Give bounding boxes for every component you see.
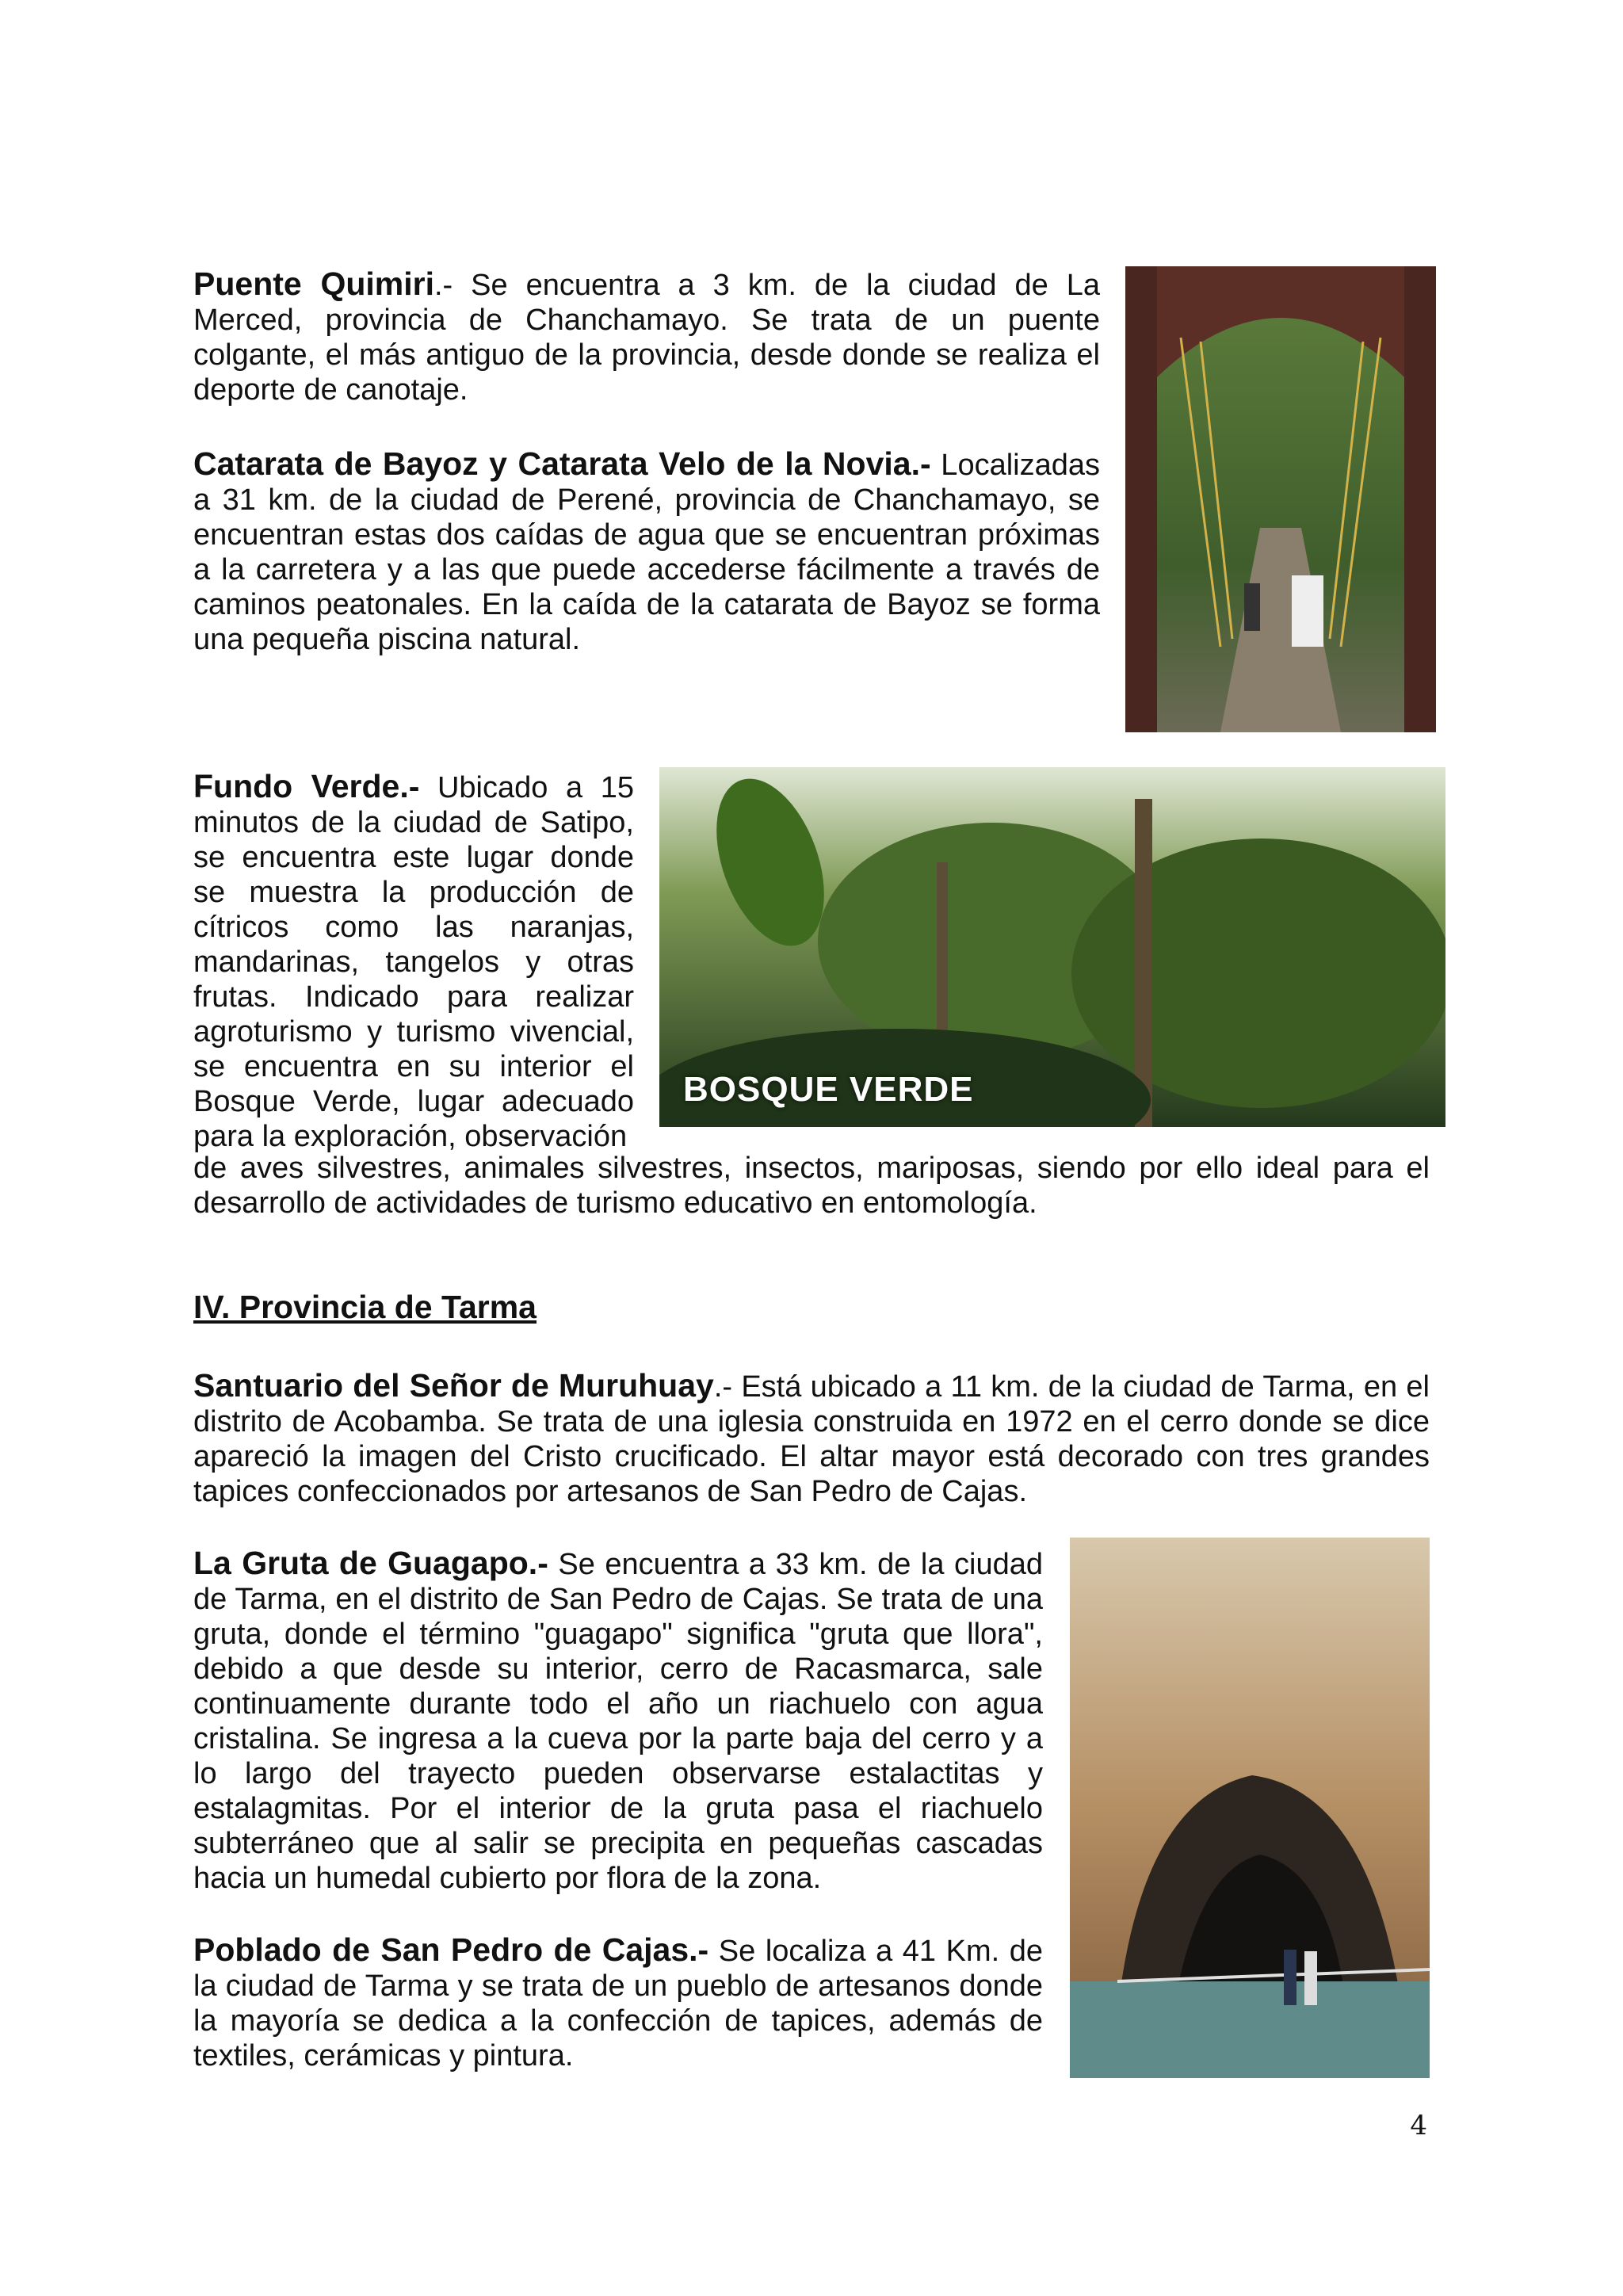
body-catarata-bayoz: Localizadas a 31 km. de la ciudad de Perené, provincia de Chanchamayo, se encuentran estas dos caídas de agua que se encuentran próximas a la carretera y a las que puede accederse fácilmente a través de caminos peatonales. En la caída de la catarata de Bayoz se forma una pequeña piscina natural. bbox=[193, 449, 1100, 656]
body-fundo-verde: Ubicado a 15 minutos de la ciudad de Satipo, se encuentra este lugar donde se muestra la producción de cítricos como las naranjas, mandarinas, tangelos y otras frutas. Indicado para realizar agroturismo y turismo vivencial, se encuentra en su interior el Bosque Verde, lugar adecuado para la exploración, observación bbox=[193, 771, 634, 1153]
body-santuario-muruhuay: .- Está ubicado a 11 km. de la ciudad de Tarma, en el distrito de Acobamba. Se trata de una iglesia construida en 1972 en el cerro donde se dice apareció la imagen del Cristo crucificado. El altar mayor está decorado con tres grandes tapices confeccionados por artesanos de San Pedro de Cajas. bbox=[193, 1370, 1430, 1508]
photo-label: BOSQUE VERDE bbox=[683, 1070, 974, 1109]
paragraph-gruta-guagapo bbox=[193, 1545, 1043, 1896]
body-gruta-guagapo: Se encuentra a 33 km. de la ciudad de Tarma, en el distrito de San Pedro de Cajas. Se trata de una gruta, donde el término "guagapo" significa "gruta que llora", debido a que desde su interior, cerro de Racasmarca, sale continuamente durante todo el año un riachuelo con agua cristalina. Se ingresa a la cueva por la parte baja del cerro y a lo largo del trayecto pueden observarse estalactitas y estalagmitas. Por el interior de la gruta pasa el riachuelo subterráneo que al salir se precipita en pequeñas cascadas hacia un humedal cubierto por flora de la zona. bbox=[193, 1548, 1043, 1895]
heading-catarata-bayoz: Catarata de Bayoz y Catarata Velo de la Novia.- bbox=[193, 445, 931, 482]
body-san-pedro-cajas: Se localiza a 41 Km. de la ciudad de Tarma y se trata de un pueblo de artesanos donde la mayoría se dedica a la confección de tapices, además de textiles, cerámicas y pintura. bbox=[193, 1935, 1043, 2073]
heading-santuario-muruhuay: Santuario del Señor de Muruhuay bbox=[193, 1367, 714, 1404]
paragraph-catarata-bayoz bbox=[193, 446, 1100, 657]
paragraph-fundo-verde bbox=[193, 769, 634, 1154]
paragraph-santuario-muruhuay bbox=[193, 1368, 1430, 1509]
page-number: 4 bbox=[1410, 2110, 1427, 2141]
paragraph-fundo-verde-continued bbox=[193, 1151, 1430, 1221]
photo-gruta-guagapo bbox=[1070, 1538, 1430, 2078]
paragraph-puente-quimiri bbox=[193, 266, 1100, 407]
photo-bosque-verde bbox=[659, 767, 1445, 1127]
body-fundo-verde-continued: de aves silvestres, animales silvestres, insectos, mariposas, siendo por ello ideal para el desarrollo de actividades de turismo educativo en entomología. bbox=[193, 1152, 1430, 1220]
paragraph-san-pedro-cajas bbox=[193, 1932, 1043, 2073]
heading-puente-quimiri: Puente Quimiri bbox=[193, 266, 434, 302]
section-title: IV. Provincia de Tarma bbox=[193, 1289, 537, 1325]
heading-gruta-guagapo: La Gruta de Guagapo.- bbox=[193, 1545, 548, 1581]
body-puente-quimiri: .- Se encuentra a 3 km. de la ciudad de La Merced, provincia de Chanchamayo. Se trata de un puente colgante, el más antiguo de la provincia, desde donde se realiza el deporte de canotaje. bbox=[193, 269, 1100, 407]
heading-san-pedro-cajas: Poblado de San Pedro de Cajas.- bbox=[193, 1931, 709, 1968]
photo-puente-quimiri bbox=[1125, 266, 1436, 732]
heading-fundo-verde: Fundo Verde.- bbox=[193, 768, 420, 804]
